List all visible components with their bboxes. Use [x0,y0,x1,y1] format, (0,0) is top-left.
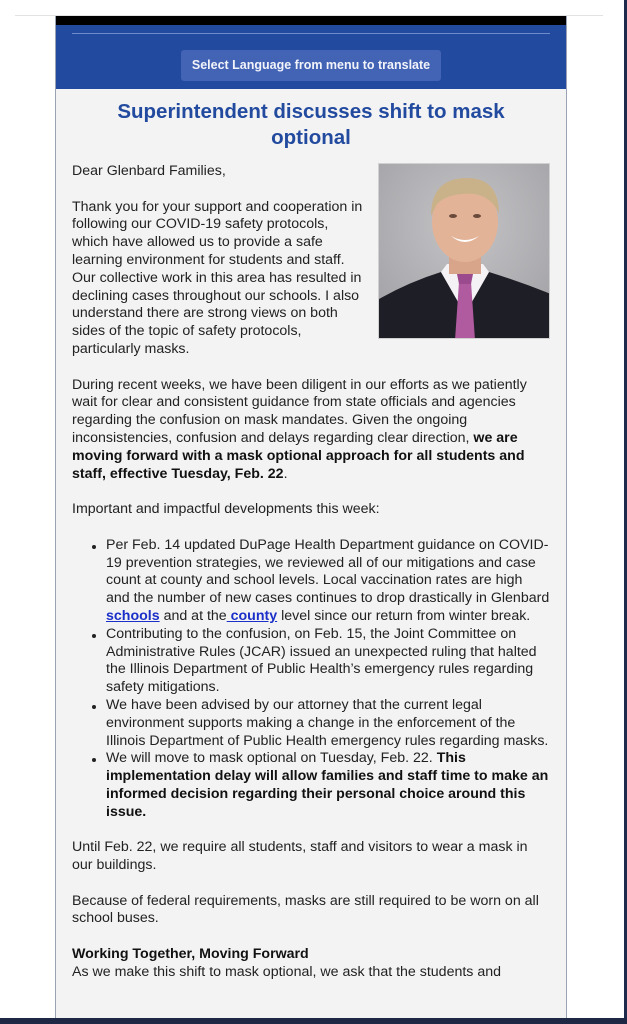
translate-language-button[interactable]: Select Language from menu to translate [181,50,441,81]
decision-text: During recent weeks, we have been diligent in our efforts as we patiently wait for clear and consistent guidance from state officials and agencies regarding the confusion on mask mandates. Given the ongoing inconsistencies, confusion and delays regarding clear direction, [72,376,527,446]
intro-paragraph: Thank you for your support and cooperation in following our COVID-19 safety protocols, which have allowed us to provide a safe learning environment for students and staff. Our collective work in this area has resulted in declining cases throughout our schools. I also understand there are strong views on both sides of the topic of safety protocols, particularly masks. [72,198,363,357]
decision-end: . [283,465,288,482]
decision-paragraph [72,377,550,484]
bullet-text: We will move to mask optional on Tuesday, Feb. 22. [106,750,437,767]
list-item: We have been advised by our attorney that the current legal environment supports making a change in the enforcement of the Illinois Department of Public Health emergency rules regarding masks. [90,697,550,750]
bullet-text: and at the [159,607,227,624]
portrait-illustration [379,164,550,339]
header-divider [72,33,550,34]
schools-link[interactable]: schools [106,607,160,624]
article-body [56,89,566,982]
section-subheading: Working Together, Moving Forward [72,946,309,963]
bottom-navigation-bar [0,1018,627,1024]
salutation: Dear Glenbard Families, [72,163,226,179]
superintendent-photo [378,163,550,339]
county-link[interactable]: county [226,607,278,624]
newsletter-email [55,16,567,1024]
bullet-bold-text: This implementation delay will allow families and staff time to make an informed decision regarding their personal choice around this issue. [106,750,549,820]
top-black-strip [56,16,566,25]
article-title: Superintendent discusses shift to mask optional [117,100,505,149]
mask-requirement-paragraph: Until Feb. 22, we require all students, staff and visitors to wear a mask in our buildings. [72,839,528,874]
bullet-text: level since our return from winter break. [277,607,531,624]
list-item [90,537,550,626]
bullet-text: Per Feb. 14 updated DuPage Health Department guidance on COVID-19 prevention strategies, we reviewed all of our mitigations and case count at county and school levels. Local vaccination rates are high and the number of new cases continues to drop drastically in Glenbard [106,536,550,607]
truncated-paragraph: As we make this shift to mask optional, we ask that the students and [72,963,501,980]
intro-section [72,163,550,359]
header-band [56,25,566,89]
developments-list [90,537,550,822]
developments-intro: Important and impactful developments this week: [72,501,380,518]
decision-bold-text: we are moving forward with a mask optional approach for all students and staff, effective Tuesday, Feb. 22 [72,429,525,482]
bus-requirement-paragraph: Because of federal requirements, masks are still required to be worn on all school buses. [72,892,539,927]
list-item [90,750,550,821]
list-item: Contributing to the confusion, on Feb. 15, the Joint Committee on Administrative Rules (JCAR) issued an unexpected ruling that halted the Illinois Department of Public Health’s emergency rules regarding safety mitigations. [90,626,550,697]
